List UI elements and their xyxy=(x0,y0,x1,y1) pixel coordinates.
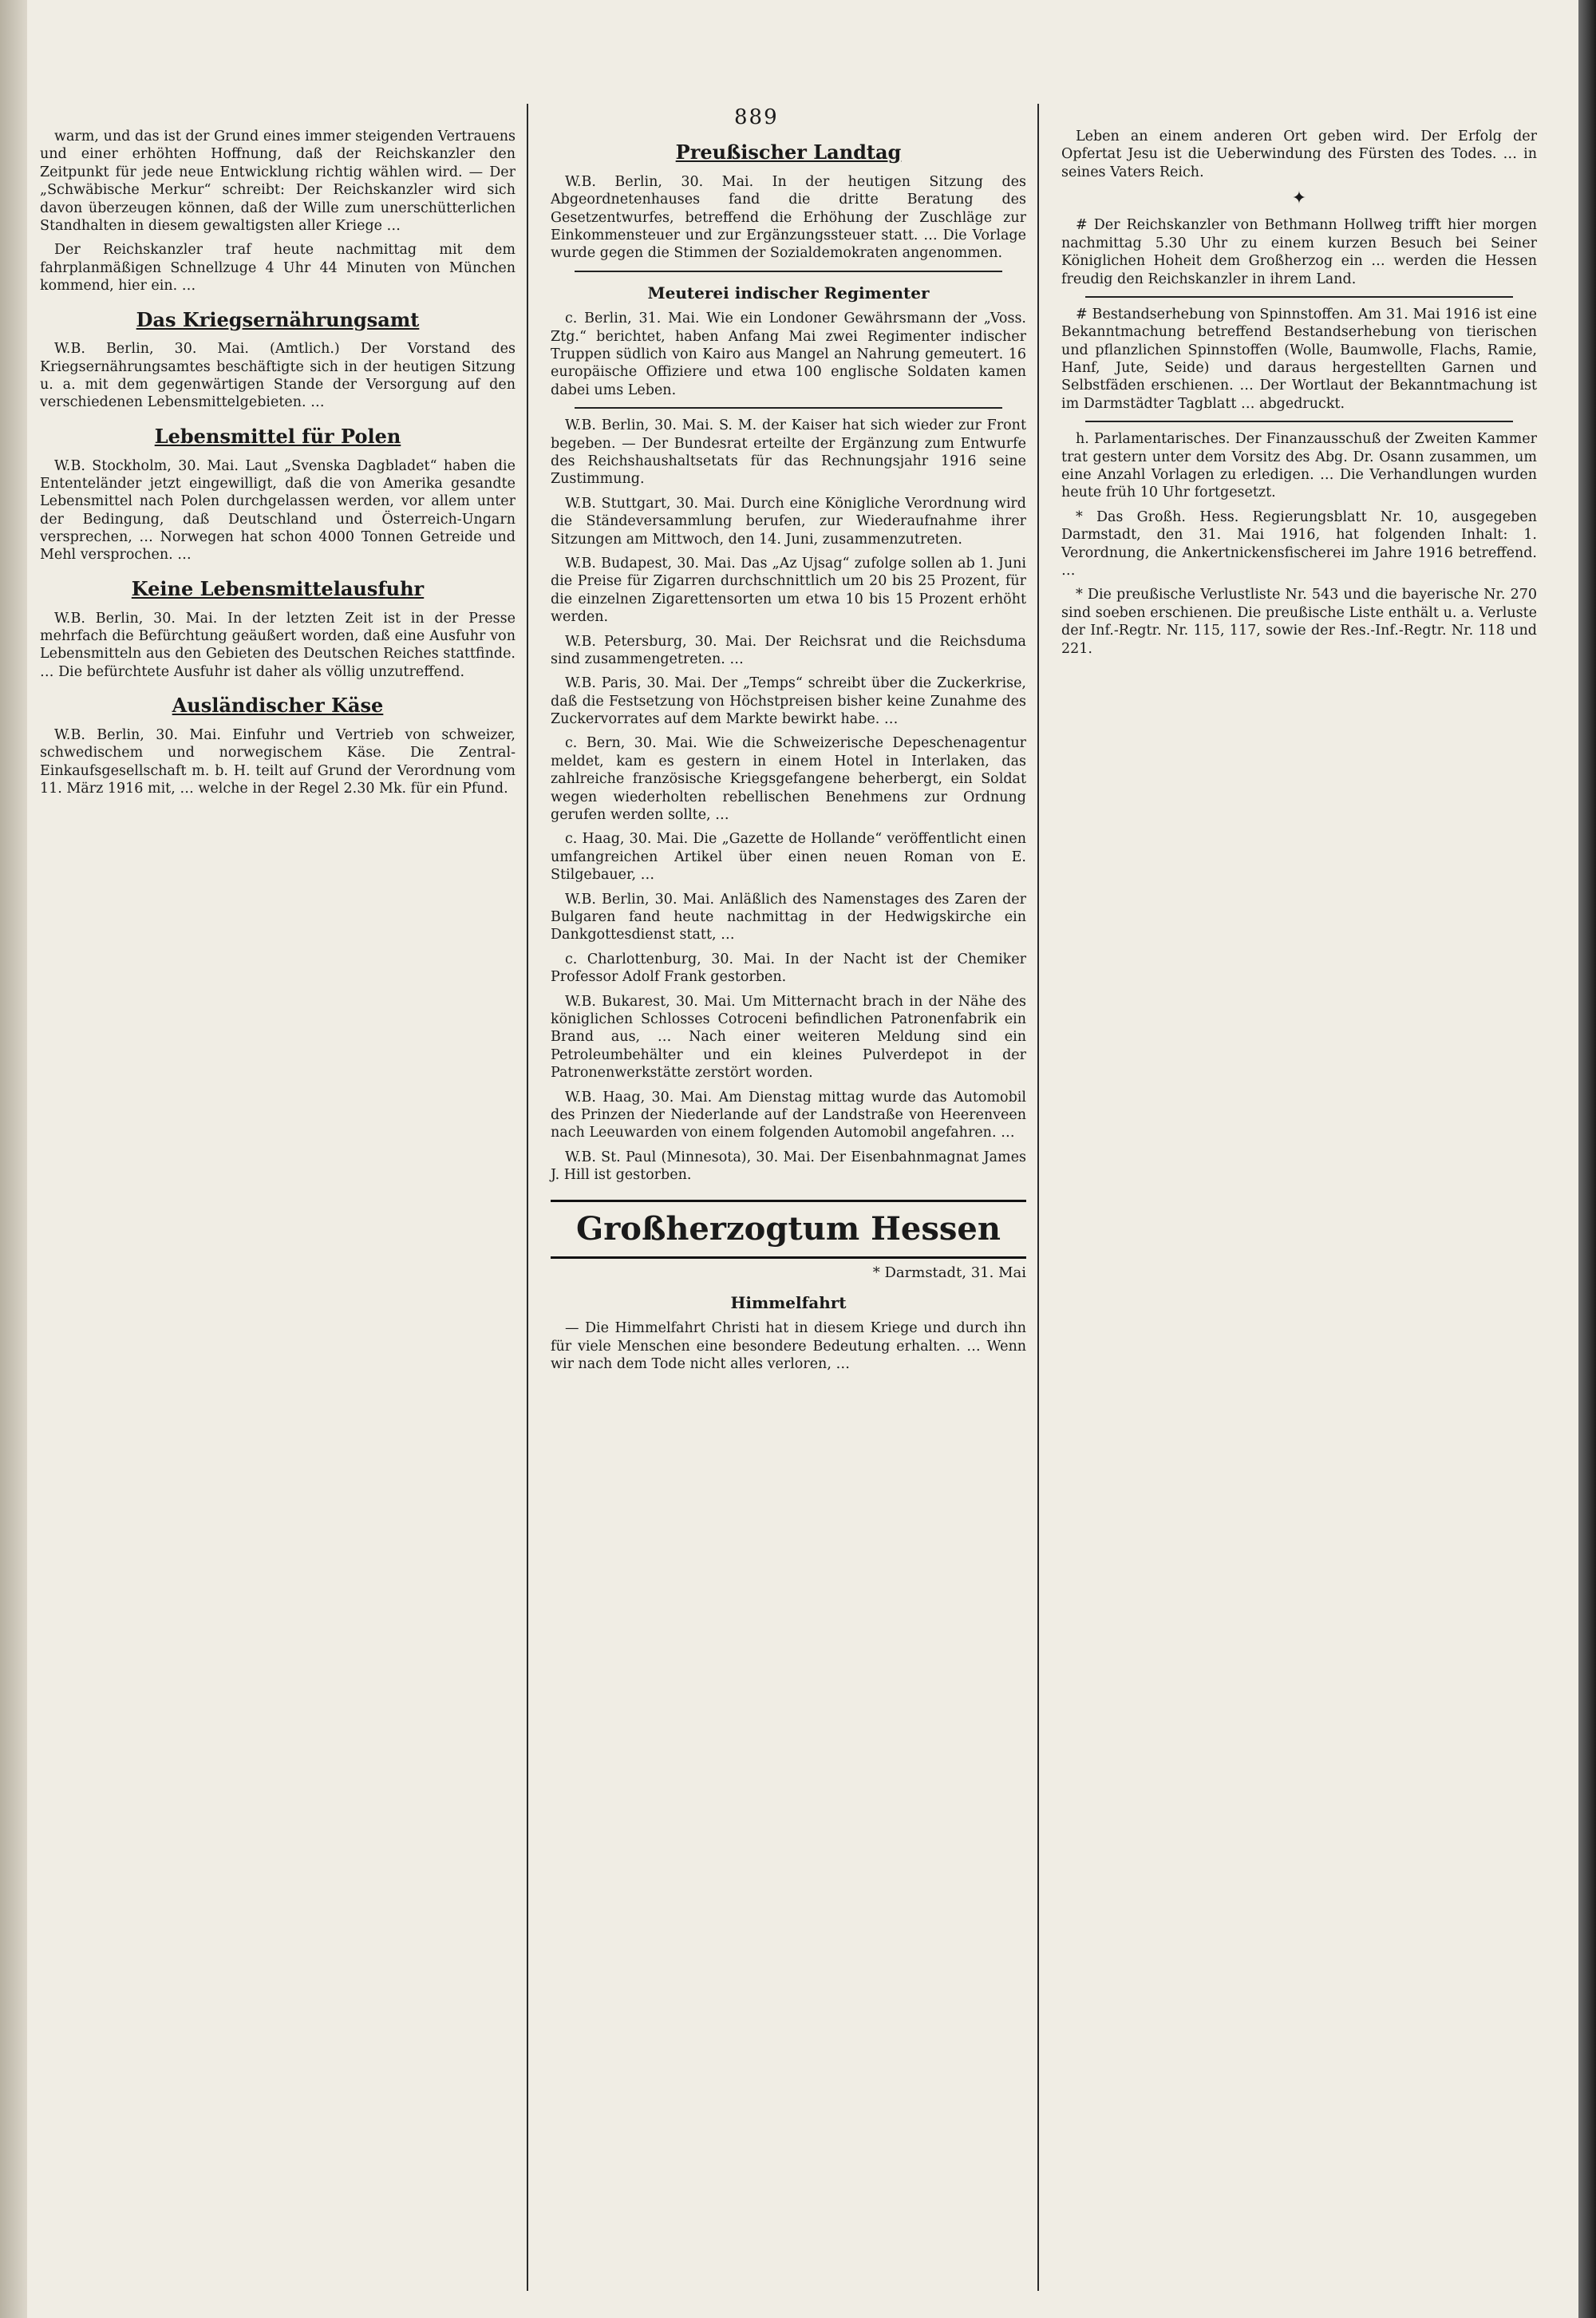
article-text: — Die Himmelfahrt Christi hat in diesem Kriege und durch ihn für viele Menschen eine besondere Bedeutung erhalten. … Wenn wir nach dem Tode nicht alles verloren, … xyxy=(551,1320,1026,1373)
article-text: warm, und das ist der Grund eines immer steigenden Vertrauens und einer erhöhten Hoffnung, daß der Reichskanzler den Zeitpunkt für jede neue Entwicklung richtig wählen wird. — Der „Schwäbische Merkur“ schreibt: Der Reichskanzler wird sich davon überzeugen können, daß der Wille zum unerschütterlichen Standhalten in diesem gewaltigsten aller Kriege … xyxy=(40,129,516,234)
article-text: W.B. Budapest, 30. Mai. Das „Az Ujsag“ zufolge sollen ab 1. Juni die Preise für Zigarren durchschnittlich um 20 bis 25 Prozent, für die einzelnen Zigarettensorten um etwa 10 bis 15 Prozent erhöht werden. xyxy=(551,555,1026,626)
newspaper-page xyxy=(32,104,1548,2291)
section-heading: Lebensmittel für Polen xyxy=(154,424,401,448)
section-heading: Keine Lebensmittelausfuhr xyxy=(131,576,425,600)
section-heading: Das Kriegsernährungsamt xyxy=(136,307,420,331)
divider xyxy=(575,407,1002,409)
divider xyxy=(1085,421,1513,422)
region-heading: Großherzogtum Hessen xyxy=(551,1200,1026,1258)
article-text: W.B. Bukarest, 30. Mai. Um Mitternacht brach in der Nähe des königlichen Schlosses Cotroceni befindlichen Patronenfabrik ein Brand aus, … Nach einer weiteren Meldung sind ein Petroleumbehälter und ein kleines Pulverdepot in der Patronenwerkstätte zerstört worden. xyxy=(551,993,1026,1082)
article-text: W.B. Berlin, 30. Mai. Einfuhr und Vertrieb von schweizer, schwedischem und norwegischem Käse. Die Zentral-Einkaufsgesellschaft m. b. H. teilt auf Grund der Verordnung vom 11. März 1916 mit, … welche in der Regel 2.30 Mk. für ein Pfund. xyxy=(40,726,516,797)
article-text: c. Berlin, 31. Mai. Wie ein Londoner Gewährsmann der „Voss. Ztg.“ berichtet, haben Anfang Mai zwei Regimenter indischer Truppen südlich von Kairo aus Mangel an Nahrung gemeutert. 16 europäische Offiziere und etwa 100 englische Soldaten kamen dabei ums Leben. xyxy=(551,311,1026,398)
section-heading: Meuterei indischer Regimenter xyxy=(647,283,930,303)
article-text: W.B. Stuttgart, 30. Mai. Durch eine Königliche Verordnung wird die Ständeversammlung berufen, zur Wiederaufnahme ihrer Sitzungen am Mittwoch, den 14. Juni, zusammenzutreten. xyxy=(551,495,1026,548)
column-middle xyxy=(543,104,1039,2291)
article-text: W.B. Berlin, 30. Mai. In der heutigen Sitzung des Abgeordnetenhauses fand die dritte Beratung des Gesetzentwurfes, betreffend die Erhöhung der Zuschläge zur Einkommensteuer und zur Ergänzungssteuer statt. … Die Vorlage wurde gegen die Stimmen der Sozialdemokraten angenommen. xyxy=(551,173,1026,262)
page-binding-shadow xyxy=(0,0,27,2318)
article-text: W.B. St. Paul (Minnesota), 30. Mai. Der Eisenbahnmagnat James J. Hill ist gestorben. xyxy=(551,1149,1026,1184)
article-text: W.B. Haag, 30. Mai. Am Dienstag mittag wurde das Automobil des Prinzen der Niederlande auf der Landstraße von Heerenveen nach Leeuwarden von einem folgenden Automobil angefahren. … xyxy=(551,1089,1026,1141)
article-text: * Das Großh. Hess. Regierungsblatt Nr. 10, ausgegeben Darmstadt, den 31. Mai 1916, hat folgenden Inhalt: 1. Verordnung, die Ankertnickensfischerei im Jahre 1916 betreffend. … xyxy=(1061,508,1537,579)
article-text: W.B. Berlin, 30. Mai. Anläßlich des Namenstages des Zaren der Bulgaren fand heute nachmittag in der Hedwigskirche ein Dankgottesdienst statt, … xyxy=(551,891,1026,943)
ornament-divider: ✦ xyxy=(1291,188,1307,209)
article-text: Leben an einem anderen Ort geben wird. Der Erfolg der Opfertat Jesu ist die Ueberwindung des Fürsten des Todes. … in seines Vaters Reich. xyxy=(1061,129,1537,180)
article-text: # Bestandserhebung von Spinnstoffen. Am 31. Mai 1916 ist eine Bekanntmachung betreffend Bestandserhebung von tierischen und pflanzlichen Spinnstoffen (Wolle, Baumwolle, Flachs, Ramie, Hanf, Jute, Seide) und daraus hergestellten Garnen und Selbstfäden erschienen. … Der Wortlaut der Bekanntmachung ist im Darmstädter Tagblatt … abgedruckt. xyxy=(1061,306,1537,412)
page-edge-shadow xyxy=(1578,0,1596,2318)
article-text: W.B. Berlin, 30. Mai. S. M. der Kaiser hat sich wieder zur Front begeben. — Der Bundesrat erteilte der Ergänzung zum Entwurfe des Reichshaushaltsetats für das Rechnungsjahr 1916 seine Zustimmung. xyxy=(551,417,1026,488)
article-text: * Die preußische Verlustliste Nr. 543 und die bayerische Nr. 270 sind soeben erschienen. Die preußische Liste enthält u. a. Verluste der Inf.-Regtr. Nr. 115, 117, sowie der Res.-Inf.-Regtr. Nr. 118 und 221. xyxy=(1061,587,1537,657)
section-heading: Ausländischer Käse xyxy=(172,694,384,718)
dateline: * Darmstadt, 31. Mai xyxy=(872,1264,1026,1281)
article-text: # Der Reichskanzler von Bethmann Hollweg trifft hier morgen nachmittag 5.30 Uhr zu einem kurzen Besuch bei Seiner Königlichen Hoheit dem Großherzog ein … werden die Hessen freudig den Reichskanzler in ihrem Land. xyxy=(1061,217,1537,287)
article-text: Der Reichskanzler traf heute nachmittag mit dem fahrplanmäßigen Schnellzuge 4 Uhr 44 Minuten von München kommend, hier ein. … xyxy=(40,242,516,295)
article-text: c. Haag, 30. Mai. Die „Gazette de Hollande“ veröffentlicht einen umfangreichen Artikel über einen neuen Roman von E. Stilgebauer, … xyxy=(551,831,1026,884)
column-right xyxy=(1053,104,1548,2291)
article-text: h. Parlamentarisches. Der Finanzausschuß der Zweiten Kammer trat gestern unter dem Vorsitz des Abg. Dr. Osann zusammen, um eine Anzahl Vorlagen zu erledigen. … Die Verhandlungen wurden heute früh 10 Uhr fortgesetzt. xyxy=(1061,431,1537,501)
section-heading: Preußischer Landtag xyxy=(675,140,902,164)
divider xyxy=(575,271,1002,272)
page-number: 889 xyxy=(734,105,779,129)
divider xyxy=(1085,296,1513,298)
article-text: c. Charlottenburg, 30. Mai. In der Nacht ist der Chemiker Professor Adolf Frank gestorben. xyxy=(551,951,1026,986)
article-text: W.B. Petersburg, 30. Mai. Der Reichsrat und die Reichsduma sind zusammengetreten. … xyxy=(551,633,1026,667)
section-heading: Himmelfahrt xyxy=(730,1292,847,1312)
article-text: W.B. Paris, 30. Mai. Der „Temps“ schreibt über die Zuckerkrise, daß die Festsetzung von Höchstpreisen bisher keine Zunahme des Zuckervorrates auf dem Markte bewirkt habe. … xyxy=(551,675,1026,728)
article-text: W.B. Berlin, 30. Mai. In der letzten Zeit ist in der Presse mehrfach die Befürchtung geäußert worden, daß eine Ausfuhr von Lebensmitteln aus den Gebieten des Deutschen Reiches stattfinde. … Die befürchtete Ausfuhr ist daher als völlig unzutreffend. xyxy=(40,610,516,680)
article-text: c. Bern, 30. Mai. Wie die Schweizerische Depeschenagentur meldet, kam es gestern in einem Hotel in Interlaken, das zahlreiche französische Kriegsgefangene beherbergt, ein Soldat wegen wiederholten rebellischen Benehmens zur Ordnung gerufen werden sollte, … xyxy=(551,735,1026,824)
column-left xyxy=(32,104,528,2291)
article-text: W.B. Stockholm, 30. Mai. Laut „Svenska Dagbladet“ haben die Ententeländer jetzt eingewilligt, daß die von Amerika gesandte Lebensmittel nach Polen durchgelassen werden, vor allem unter der Bedingung, daß Deutschland und Österreich-Ungarn versprechen, … Norwegen hat schon 4000 Tonnen Getreide und Mehl versprochen. … xyxy=(40,457,516,564)
article-text: W.B. Berlin, 30. Mai. (Amtlich.) Der Vorstand des Kriegsernährungsamtes beschäftigte sich in der heutigen Sitzung u. a. mit dem gegenwärtigen Stande der Versorgung auf den verschiedenen Lebensmittelgebieten. … xyxy=(40,341,516,411)
